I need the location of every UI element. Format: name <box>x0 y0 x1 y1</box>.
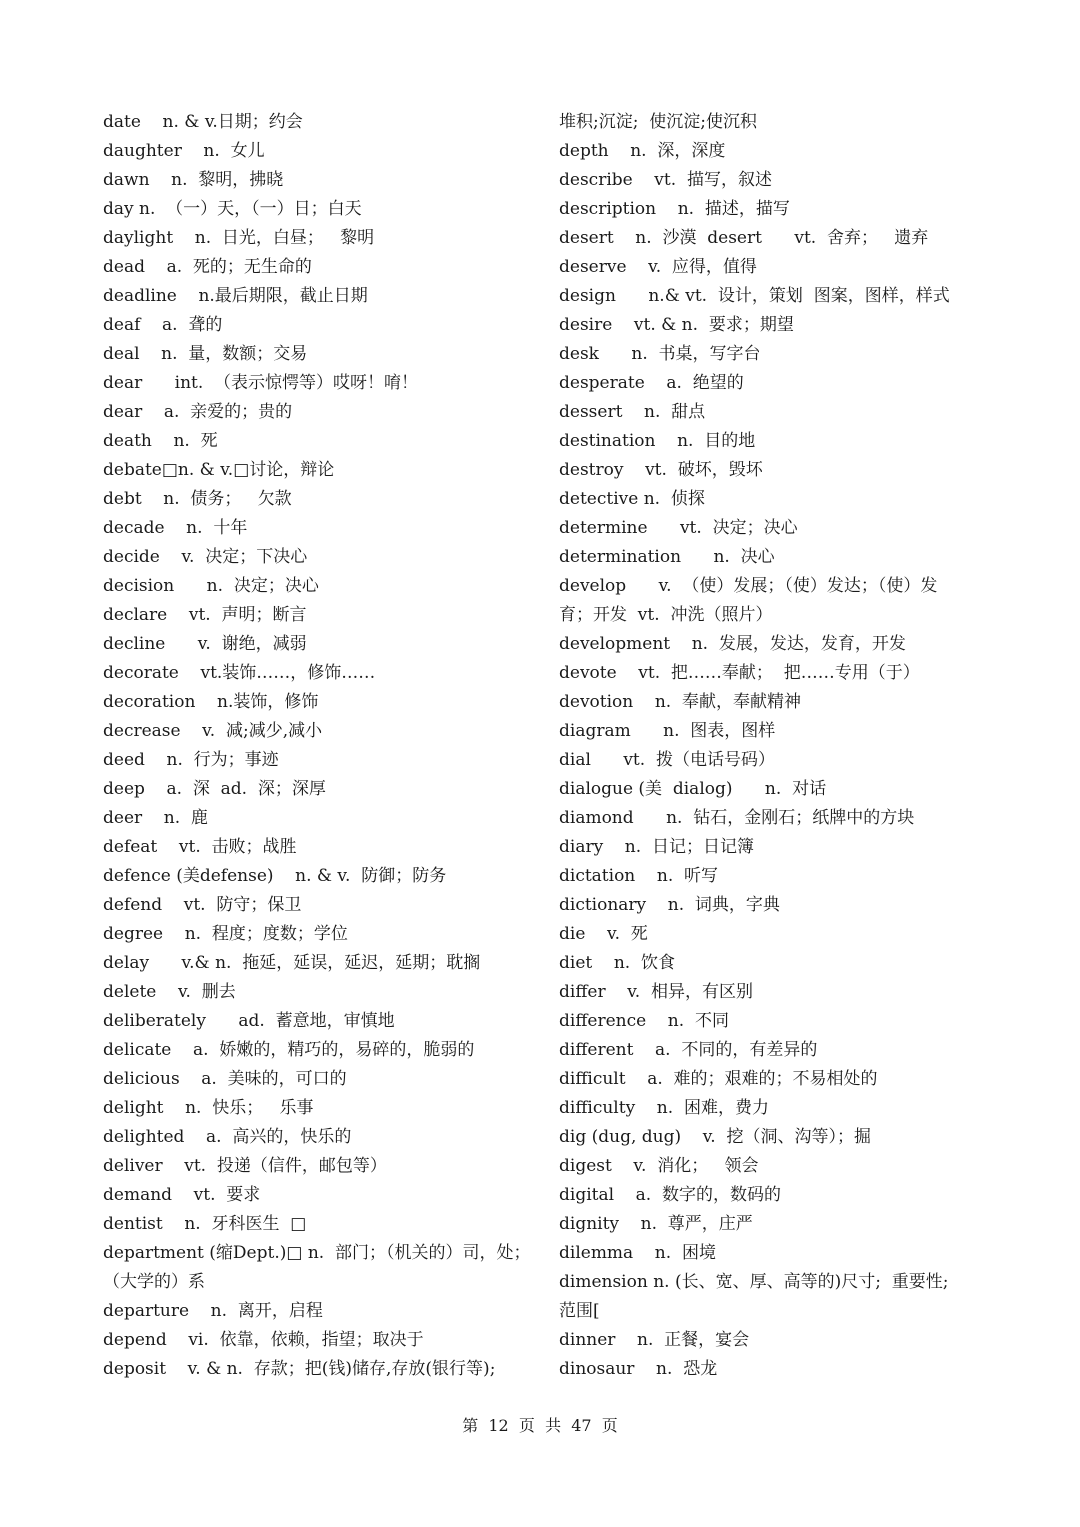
vocabulary-entry-line: deal n. 量，数额；交易 <box>103 344 308 364</box>
vocabulary-entry-line: debate□n. & v.□讨论，辩论 <box>103 460 335 480</box>
vocabulary-entry-line: decision n. 决定；决心 <box>103 576 319 596</box>
vocabulary-entry-line: dinner n. 正餐，宴会 <box>559 1330 750 1350</box>
vocabulary-entry-line: deadline n.最后期限，截止日期 <box>103 286 368 306</box>
vocabulary-entry-line: degree n. 程度；度数；学位 <box>103 924 348 944</box>
vocabulary-entry-line: describe vt. 描写，叙述 <box>559 170 772 190</box>
vocabulary-entry-line: delay v.& n. 拖延，延误，延迟，延期；耽搁 <box>103 953 481 973</box>
vocabulary-entry-line: destroy vt. 破坏，毁坏 <box>559 460 763 480</box>
vocabulary-entry-line: devotion n. 奉献，奉献精神 <box>559 692 802 712</box>
vocabulary-entry-line: departure n. 离开，启程 <box>103 1301 323 1321</box>
vocabulary-entry-line: decline v. 谢绝，减弱 <box>103 634 307 654</box>
vocabulary-entry-line: debt n. 债务； 欠款 <box>103 489 292 509</box>
vocabulary-entry-line: day n. （一）天，（一）日；白天 <box>103 199 362 219</box>
left-vocabulary-column <box>103 108 533 1384</box>
vocabulary-entry-line: destination n. 目的地 <box>559 431 756 451</box>
vocabulary-entry-line: deposit v. & n. 存款；把(钱)储存,存放(银行等); <box>103 1359 496 1379</box>
vocabulary-entry-line: diary n. 日记；日记簿 <box>559 837 754 857</box>
vocabulary-entry-line: dimension n. (长、宽、厚、高等的)尺寸; 重要性; <box>559 1272 949 1292</box>
vocabulary-entry-line: desperate a. 绝望的 <box>559 373 744 393</box>
vocabulary-entry-line: dead a. 死的；无生命的 <box>103 257 312 277</box>
vocabulary-entry-line: determination n. 决心 <box>559 547 775 567</box>
vocabulary-entry-line: diamond n. 钻石，金刚石；纸牌中的方块 <box>559 808 915 828</box>
vocabulary-entry-line: dear a. 亲爱的；贵的 <box>103 402 293 422</box>
vocabulary-entry-line: defend vt. 防守；保卫 <box>103 895 302 915</box>
vocabulary-entry-line: description n. 描述，描写 <box>559 199 790 219</box>
vocabulary-entry-line: devote vt. 把……奉献； 把……专用（于） <box>559 663 920 683</box>
vocabulary-entry-line: dentist n. 牙科医生 □ <box>103 1214 307 1234</box>
vocabulary-entry-line: daughter n. 女儿 <box>103 141 265 161</box>
vocabulary-entry-line: deed n. 行为；事迹 <box>103 750 279 770</box>
vocabulary-entry-line: deep a. 深 ad. 深；深厚 <box>103 779 326 799</box>
vocabulary-entry-line: deliver vt. 投递（信件，邮包等） <box>103 1156 387 1176</box>
vocabulary-entry-line: defence (美defense) n. & v. 防御；防务 <box>103 866 447 886</box>
vocabulary-entry-line: die v. 死 <box>559 924 648 944</box>
vocabulary-entry-line: detective n. 侦探 <box>559 489 705 509</box>
vocabulary-entry-line: differ v. 相异，有区别 <box>559 982 753 1002</box>
vocabulary-entry-line: dilemma n. 困境 <box>559 1243 716 1263</box>
vocabulary-entry-line: difference n. 不同 <box>559 1011 729 1031</box>
vocabulary-entry-line: different a. 不同的，有差异的 <box>559 1040 818 1060</box>
page-footer: 第 12 页 共 47 页 <box>462 1416 618 1435</box>
vocabulary-entry-line: dignity n. 尊严，庄严 <box>559 1214 753 1234</box>
vocabulary-entry-line: desk n. 书桌，写字台 <box>559 344 761 364</box>
vocabulary-entry-line: deliberately ad. 蓄意地，审慎地 <box>103 1011 395 1031</box>
vocabulary-entry-line: dictation n. 听写 <box>559 866 719 886</box>
vocabulary-entry-line: dinosaur n. 恐龙 <box>559 1359 718 1379</box>
vocabulary-entry-line: decorate vt.装饰……，修饰…… <box>103 663 376 683</box>
vocabulary-entry-line: date n. & v.日期；约会 <box>103 112 303 132</box>
vocabulary-entry-line: declare vt. 声明；断言 <box>103 605 307 625</box>
vocabulary-entry-line: depth n. 深，深度 <box>559 141 726 161</box>
vocabulary-entry-line: deer n. 鹿 <box>103 808 208 828</box>
vocabulary-entry-line: digital a. 数字的，数码的 <box>559 1185 782 1205</box>
vocabulary-entry-line: delicious a. 美味的，可口的 <box>103 1069 347 1089</box>
vocabulary-entry-line: development n. 发展，发达，发育，开发 <box>559 634 906 654</box>
vocabulary-entry-line: daylight n. 日光，白昼； 黎明 <box>103 228 375 248</box>
vocabulary-entry-line: decade n. 十年 <box>103 518 248 538</box>
vocabulary-entry-line: 堆积;沉淀; 使沉淀;使沉积 <box>559 112 757 132</box>
vocabulary-entry-line: deserve v. 应得，值得 <box>559 257 757 277</box>
vocabulary-entry-line: difficult a. 难的；艰难的；不易相处的 <box>559 1069 878 1089</box>
vocabulary-entry-line: desert n. 沙漠 desert vt. 舍弃； 遗弃 <box>559 228 929 248</box>
vocabulary-entry-line: department (缩Dept.)□ n. 部门；（机关的）司，处； <box>103 1243 531 1263</box>
vocabulary-entry-line: desire vt. & n. 要求；期望 <box>559 315 794 335</box>
vocabulary-entry-line: diagram n. 图表，图样 <box>559 721 776 741</box>
vocabulary-entry-line: difficulty n. 困难，费力 <box>559 1098 769 1118</box>
vocabulary-entry-line: dictionary n. 词典，字典 <box>559 895 780 915</box>
vocabulary-entry-line: digest v. 消化； 领会 <box>559 1156 759 1176</box>
vocabulary-entry-line: diet n. 饮食 <box>559 953 675 973</box>
vocabulary-entry-line: develop v. （使）发展；（使）发达；（使）发 <box>559 576 938 596</box>
vocabulary-entry-line: delight n. 快乐； 乐事 <box>103 1098 314 1118</box>
vocabulary-entry-line: decoration n.装饰，修饰 <box>103 692 319 712</box>
vocabulary-entry-line: 范围[ <box>559 1301 600 1321</box>
vocabulary-entry-line: dessert n. 甜点 <box>559 402 706 422</box>
vocabulary-entry-line: dial vt. 拨（电话号码） <box>559 750 775 770</box>
right-vocabulary-column <box>559 108 989 1384</box>
vocabulary-entry-line: death n. 死 <box>103 431 218 451</box>
vocabulary-entry-line: delete v. 删去 <box>103 982 236 1002</box>
vocabulary-entry-line: dawn n. 黎明，拂晓 <box>103 170 284 190</box>
vocabulary-entry-line: deaf a. 聋的 <box>103 315 223 335</box>
vocabulary-entry-line: delicate a. 娇嫩的，精巧的，易碎的，脆弱的 <box>103 1040 475 1060</box>
vocabulary-entry-line: dear int. （表示惊愕等）哎呀！唷！ <box>103 373 419 393</box>
vocabulary-entry-line: decide v. 决定；下决心 <box>103 547 308 567</box>
vocabulary-entry-line: determine vt. 决定；决心 <box>559 518 798 538</box>
vocabulary-entry-line: 育；开发 vt. 冲洗（照片） <box>559 605 773 625</box>
vocabulary-entry-line: demand vt. 要求 <box>103 1185 261 1205</box>
vocabulary-entry-line: defeat vt. 击败；战胜 <box>103 837 297 857</box>
vocabulary-entry-line: depend vi. 依靠，依赖，指望；取决于 <box>103 1330 424 1350</box>
vocabulary-entry-line: dig (dug, dug) v. 挖（洞、沟等）；掘 <box>559 1127 872 1147</box>
vocabulary-entry-line: dialogue (美 dialog) n. 对话 <box>559 779 827 799</box>
vocabulary-entry-line: design n.& vt. 设计，策划 图案，图样，样式 <box>559 286 950 306</box>
vocabulary-entry-line: （大学的）系 <box>103 1272 205 1292</box>
vocabulary-entry-line: delighted a. 高兴的，快乐的 <box>103 1127 352 1147</box>
vocabulary-entry-line: decrease v. 减;减少,减小 <box>103 721 323 741</box>
